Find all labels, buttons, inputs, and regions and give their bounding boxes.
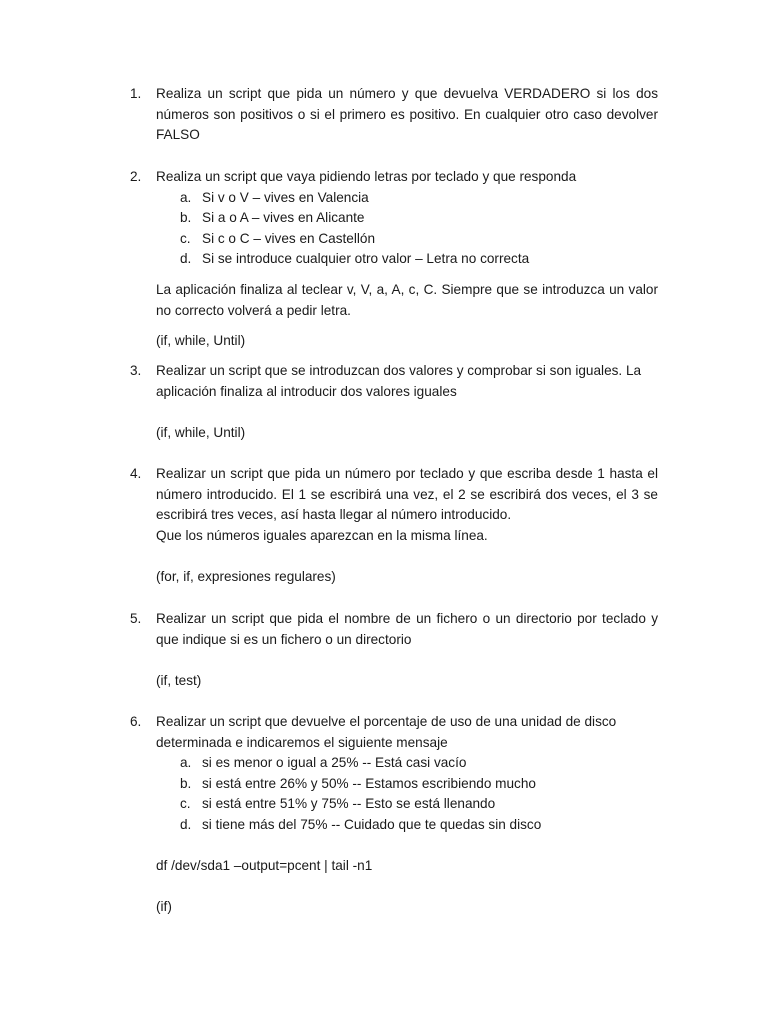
exercise-note: La aplicación finaliza al teclear v, V, a, A, c, C. Siempre que se introduzca un valor no correcto volverá a pedir letra. [156, 281, 658, 318]
subitem-letter: c. [180, 796, 191, 812]
exercise-number: 6. [130, 714, 142, 729]
subitem [180, 208, 658, 229]
exercise-6 [130, 712, 658, 918]
exercise-text: Realiza un script que pida un número y que devuelva VERDADERO si los dos números son positivos o si el primero es positivo. En cualquier otro caso devolver FALSO [156, 86, 658, 143]
subitem-letter: d. [180, 816, 192, 832]
exercise-hint: (if, test) [156, 672, 202, 688]
exercise-hint: (for, if, expresiones regulares) [156, 568, 336, 584]
exercise-number: 1. [130, 86, 142, 101]
subitem-text: si es menor o igual a 25% -- Está casi vacío [202, 755, 467, 771]
exercise-4 [130, 464, 658, 588]
subitem-text: Si se introduce cualquier otro valor – Letra no correcta [202, 251, 530, 267]
subitem-letter: c. [180, 230, 191, 246]
subitem-letter: b. [180, 775, 192, 791]
subitem [180, 815, 658, 836]
exercise-text: Realizar un script que pida un número por teclado y que escriba desde 1 hasta el número introducido. El 1 se escribirá una vez, el 2 se escribirá dos veces, el 3 se escribirá tres veces, así hasta llegar al número introducido. [156, 466, 658, 523]
subitem [180, 753, 658, 774]
exercise-text: Realizar un script que devuelve el porcentaje de uso de una unidad de disco determinada e indicaremos el siguiente mensaje [156, 714, 617, 750]
subitem-text: Si a o A – vives en Alicante [202, 210, 365, 226]
subitem-text: si está entre 51% y 75% -- Esto se está llenando [202, 796, 496, 812]
exercise-hint: (if) [156, 899, 172, 915]
exercise-number: 5. [130, 611, 142, 626]
exercise-number: 4. [130, 466, 142, 481]
exercise-command: df /dev/sda1 –output=pcent | tail -n1 [156, 858, 373, 874]
exercise-number: 2. [130, 169, 142, 184]
subitem [180, 249, 658, 270]
exercise-text: Realiza un script que vaya pidiendo letras por teclado y que responda [156, 169, 577, 184]
subitem-letter: b. [180, 210, 192, 226]
subitem [180, 774, 658, 795]
subitem [180, 229, 658, 250]
exercise-5 [130, 609, 658, 691]
subitem [180, 794, 658, 815]
subitem-letter: a. [180, 755, 192, 771]
subitem-text: Si v o V – vives en Valencia [202, 189, 369, 205]
subitem-letter: a. [180, 189, 192, 205]
exercise-number: 3. [130, 363, 142, 378]
subitem-text: si tiene más del 75% -- Cuidado que te quedas sin disco [202, 816, 542, 832]
exercise-hint: (if, while, Until) [156, 333, 246, 349]
exercise-text-continued: Que los números iguales aparezcan en la misma línea. [156, 527, 488, 543]
exercise-text: Realizar un script que pida el nombre de un fichero o un directorio por teclado y que indique si es un fichero o un directorio [156, 611, 658, 647]
subitem-text: Si c o C – vives en Castellón [202, 230, 376, 246]
exercise-hint: (if, while, Until) [156, 424, 246, 440]
subitem-letter: d. [180, 251, 192, 267]
subitem-text: si está entre 26% y 50% -- Estamos escribiendo mucho [202, 775, 536, 791]
exercise-text: Realizar un script que se introduzcan dos valores y comprobar si son iguales. La aplicación finaliza al introducir dos valores iguales [156, 363, 642, 399]
subitem [180, 188, 658, 209]
exercise-2 [130, 167, 658, 352]
exercise-1 [130, 84, 658, 146]
exercise-3 [130, 361, 658, 443]
